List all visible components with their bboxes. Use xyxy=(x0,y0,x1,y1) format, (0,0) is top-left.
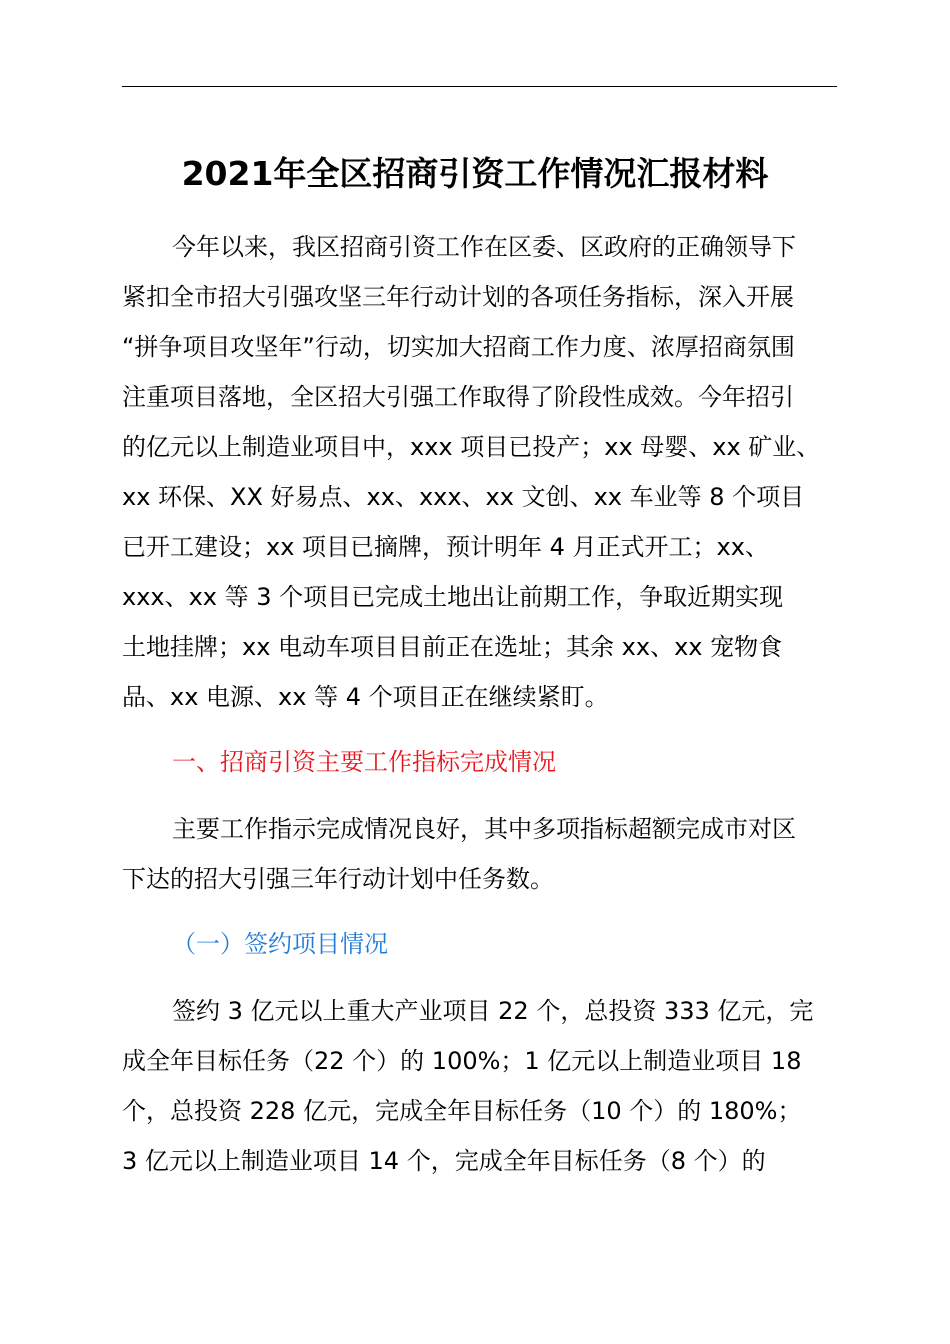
paragraph-line: 土地挂牌；xx 电动车项目目前正在选址；其余 xx、xx 宠物食 xyxy=(122,633,783,661)
paragraph-line: 个，总投资 228 亿元，完成全年目标任务（10 个）的 180%； xyxy=(122,1097,802,1125)
paragraph-line: xx 环保、XX 好易点、xx、xxx、xx 文创、xx 车业等 8 个项目 xyxy=(122,483,805,511)
paragraph-line: 签约 3 亿元以上重大产业项目 22 个，总投资 333 亿元，完 xyxy=(172,997,814,1025)
paragraph-line: “拼争项目攻坚年”行动，切实加大招商工作力度、浓厚招商氛围 xyxy=(122,333,795,361)
subsection-heading: （一）签约项目情况 xyxy=(172,930,388,958)
paragraph-line: 的亿元以上制造业项目中，xxx 项目已投产；xx 母婴、xx 矿业、 xyxy=(122,433,821,461)
paragraph-line: 品、xx 电源、xx 等 4 个项目正在继续紧盯。 xyxy=(122,683,609,711)
paragraph-line: 已开工建设；xx 项目已摘牌，预计明年 4 月正式开工；xx、 xyxy=(122,533,769,561)
document-title: 2021年全区招商引资工作情况汇报材料 xyxy=(181,154,769,193)
paragraph-line: 今年以来，我区招商引资工作在区委、区政府的正确领导下 xyxy=(172,233,796,261)
paragraph-line: 3 亿元以上制造业项目 14 个，完成全年目标任务（8 个）的 xyxy=(122,1147,766,1175)
paragraph-line: 成全年目标任务（22 个）的 100%；1 亿元以上制造业项目 18 xyxy=(122,1047,802,1075)
paragraph-line: 下达的招大引强三年行动计划中任务数。 xyxy=(122,865,554,893)
paragraph-line: 主要工作指示完成情况良好，其中多项指标超额完成市对区 xyxy=(172,815,796,843)
section-heading: 一、招商引资主要工作指标完成情况 xyxy=(172,748,556,776)
header-rule xyxy=(122,86,837,87)
paragraph-line: xxx、xx 等 3 个项目已完成土地出让前期工作，争取近期实现 xyxy=(122,583,784,611)
paragraph-line: 注重项目落地，全区招大引强工作取得了阶段性成效。今年招引 xyxy=(122,383,794,411)
paragraph-line: 紧扣全市招大引强攻坚三年行动计划的各项任务指标，深入开展 xyxy=(122,283,794,311)
